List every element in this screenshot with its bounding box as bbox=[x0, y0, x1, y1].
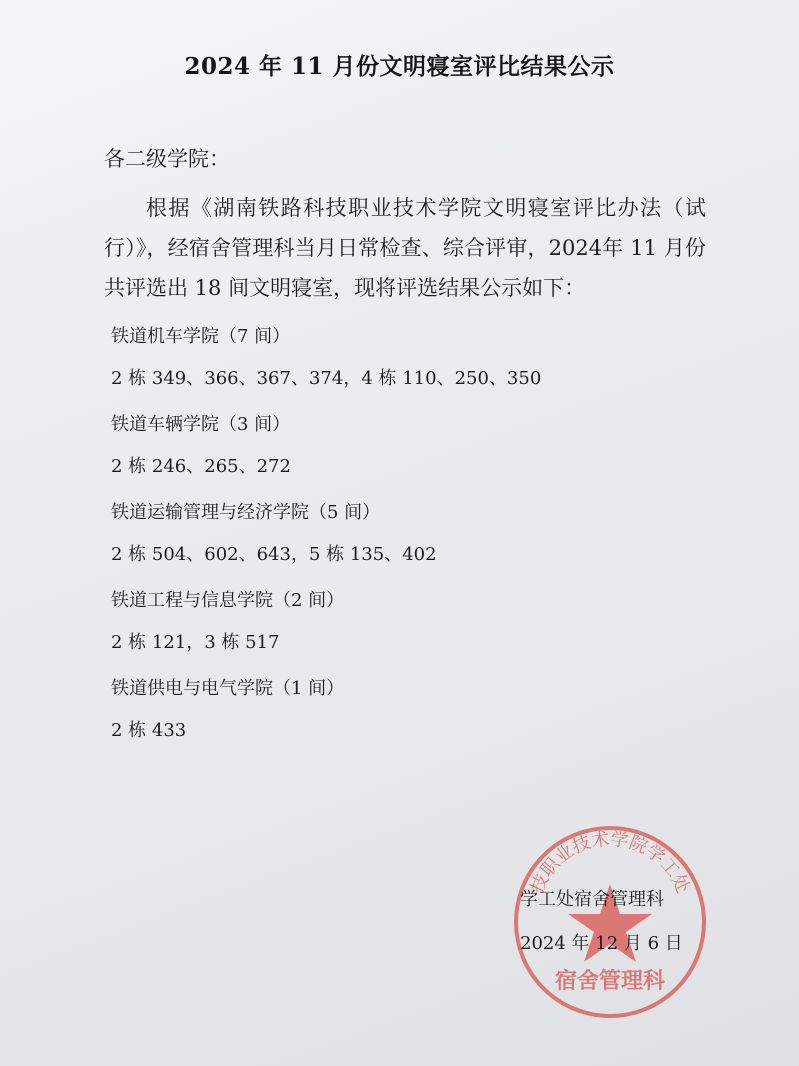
college-name: 铁道工程与信息学院（2 间） bbox=[111, 590, 345, 611]
college-entry bbox=[111, 410, 711, 498]
college-rooms: 2 栋 433 bbox=[111, 720, 187, 741]
issuing-department: 学工处宿舍管理科 bbox=[520, 889, 664, 910]
salutation: 各二级学院： bbox=[104, 147, 230, 171]
college-list bbox=[111, 322, 711, 762]
seal-arc-text: 技职业技术学院学工处 bbox=[526, 828, 694, 897]
signature-block bbox=[520, 878, 683, 966]
college-rooms: 2 栋 349、366、367、374，4 栋 110、250、350 bbox=[111, 368, 542, 389]
college-entry bbox=[111, 498, 711, 586]
issue-date: 2024 年 12 月 6 日 bbox=[520, 933, 683, 954]
college-rooms: 2 栋 121，3 栋 517 bbox=[111, 632, 280, 653]
college-entry bbox=[111, 586, 711, 674]
college-name: 铁道机车学院（7 间） bbox=[111, 326, 291, 347]
college-name: 铁道车辆学院（3 间） bbox=[111, 414, 291, 435]
college-entry bbox=[111, 674, 711, 762]
college-name: 铁道运输管理与经济学院（5 间） bbox=[111, 502, 381, 523]
college-rooms: 2 栋 504、602、643，5 栋 135、402 bbox=[111, 544, 437, 565]
college-entry bbox=[111, 322, 711, 410]
document-title: 2024 年 11 月份文明寝室评比结果公示 bbox=[184, 53, 615, 80]
seal-bottom-text: 宿舍管理科 bbox=[554, 968, 666, 994]
college-rooms: 2 栋 246、265、272 bbox=[111, 456, 291, 477]
college-name: 铁道供电与电气学院（1 间） bbox=[111, 678, 345, 699]
body-paragraph: 根据《湖南铁路科技职业技术学院文明寝室评比办法（试行）》，经宿舍管理科当月日常检查、综合评审，2024年 11 月份共评选出 18 间文明寝室，现将评选结果公示如下： bbox=[104, 196, 706, 300]
